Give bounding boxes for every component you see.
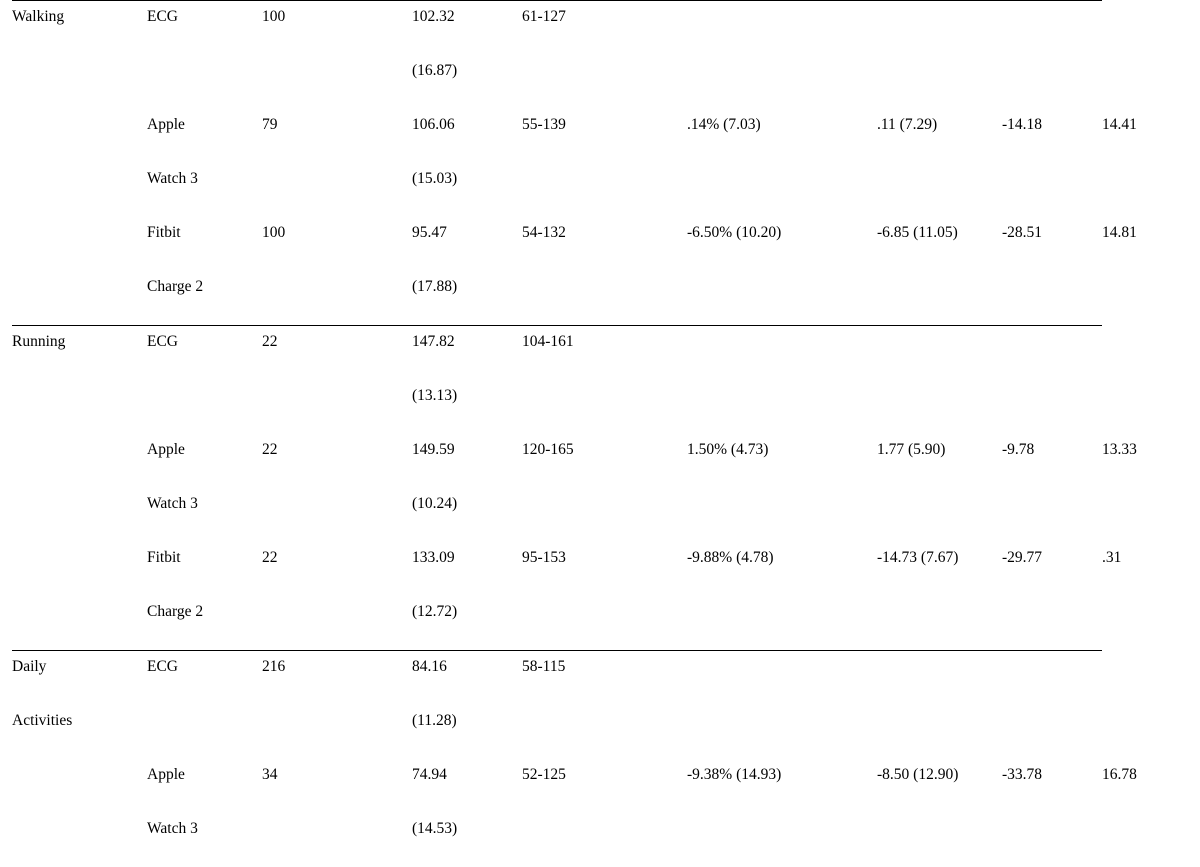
device-name: ECG <box>147 326 262 381</box>
sample-size: 79 <box>262 116 278 133</box>
loa-lower: -14.18 <box>1002 116 1043 133</box>
device-name: Fitbit <box>147 549 181 566</box>
activity-blank <box>12 813 147 867</box>
bias-bpm-cont <box>877 813 1002 867</box>
table-row <box>12 1 1188 56</box>
bias-bpm <box>877 1 1002 56</box>
activity-label-cont: Activities <box>12 712 73 729</box>
bias-bpm: -8.50 (12.90) <box>877 766 959 783</box>
loa-lower <box>1002 326 1102 381</box>
bias-percent <box>687 1 877 56</box>
table-row-continuation <box>12 271 1188 326</box>
device-name: ECG <box>147 651 262 706</box>
bias-bpm: 1.77 (5.90) <box>877 441 946 458</box>
sd-value: (11.28) <box>412 712 457 729</box>
measurement-table <box>12 0 1188 867</box>
table-row <box>12 434 1188 488</box>
bias-bpm: -6.85 (11.05) <box>877 224 958 241</box>
bias-bpm-cont <box>877 271 1002 326</box>
sd-value: (16.87) <box>412 62 458 79</box>
loa-cont <box>1002 488 1102 542</box>
loa-lower <box>1002 651 1102 706</box>
mean-value: 95.47 <box>412 224 447 241</box>
range-cont <box>522 813 687 867</box>
range-value: 54-132 <box>522 224 566 241</box>
device-name-cont: Charge 2 <box>147 278 204 295</box>
bias-bpm: -14.73 (7.67) <box>877 549 959 566</box>
table-row-continuation <box>12 705 1188 759</box>
loa-lower: -33.78 <box>1002 766 1043 783</box>
sample-size-cont <box>262 380 412 434</box>
table-row-continuation <box>12 380 1188 434</box>
sample-size: 216 <box>262 651 412 706</box>
loa-cont <box>1002 55 1102 109</box>
loa-upper: .31 <box>1102 549 1122 566</box>
loa-upper: 13.33 <box>1102 441 1137 458</box>
loa-cont <box>1002 705 1102 759</box>
activity-blank <box>12 163 147 217</box>
bias-bpm <box>877 651 1002 706</box>
loa-upper: 14.41 <box>1102 116 1137 133</box>
loa-lower: -28.51 <box>1002 224 1043 241</box>
sample-size: 22 <box>262 549 278 566</box>
bias-percent-cont <box>687 705 877 759</box>
activity-label-cont <box>12 55 147 109</box>
bias-percent: -9.88% (4.78) <box>687 549 774 566</box>
activity-label: Walking <box>12 1 147 56</box>
device-name-cont <box>147 705 262 759</box>
activity-blank <box>12 488 147 542</box>
device-name-cont: Charge 2 <box>147 603 204 620</box>
device-name-cont <box>147 55 262 109</box>
mean-value: 106.06 <box>412 116 455 133</box>
mean-value: 149.59 <box>412 441 455 458</box>
bias-percent-cont <box>687 271 877 326</box>
bias-bpm-cont <box>877 596 1002 651</box>
bias-percent-cont <box>687 163 877 217</box>
sample-size-cont <box>262 271 412 326</box>
device-name: Apple <box>147 116 185 133</box>
activity-blank <box>12 542 147 596</box>
sample-size-cont <box>262 488 412 542</box>
bias-bpm-cont <box>877 488 1002 542</box>
table-row <box>12 217 1188 271</box>
table-row-continuation <box>12 596 1188 651</box>
activity-blank <box>12 434 147 488</box>
device-name: Fitbit <box>147 224 181 241</box>
activity-blank <box>12 217 147 271</box>
bias-bpm-cont <box>877 380 1002 434</box>
bias-percent: -9.38% (14.93) <box>687 766 782 783</box>
device-name-cont: Watch 3 <box>147 170 198 187</box>
range-cont <box>522 596 687 651</box>
bias-bpm-cont <box>877 705 1002 759</box>
mean-value: 74.94 <box>412 766 447 783</box>
bias-bpm <box>877 326 1002 381</box>
bias-percent: 1.50% (4.73) <box>687 441 769 458</box>
sample-size-cont <box>262 596 412 651</box>
activity-blank <box>12 759 147 813</box>
table-row <box>12 326 1188 381</box>
bias-percent-cont <box>687 813 877 867</box>
sample-size: 34 <box>262 766 278 783</box>
sample-size: 100 <box>262 1 412 56</box>
activity-label-cont <box>12 380 147 434</box>
loa-cont <box>1002 596 1102 651</box>
bias-percent <box>687 326 877 381</box>
sample-size-cont <box>262 55 412 109</box>
sd-value: (13.13) <box>412 387 458 404</box>
mean-value: 84.16 <box>412 651 522 706</box>
table-row <box>12 651 1188 706</box>
bias-bpm: .11 (7.29) <box>877 116 938 133</box>
loa-lower: -29.77 <box>1002 549 1043 566</box>
range-cont <box>522 380 687 434</box>
range-cont <box>522 488 687 542</box>
mean-value: 147.82 <box>412 326 522 381</box>
loa-upper: 14.81 <box>1102 224 1137 241</box>
range-value: 104-161 <box>522 326 687 381</box>
activity-label: Running <box>12 326 147 381</box>
sample-size: 22 <box>262 326 412 381</box>
loa-lower <box>1002 1 1102 56</box>
sample-size-cont <box>262 813 412 867</box>
bias-percent-cont <box>687 380 877 434</box>
mean-value: 133.09 <box>412 549 455 566</box>
bias-percent: .14% (7.03) <box>687 116 761 133</box>
table-row-continuation <box>12 163 1188 217</box>
loa-upper: 16.78 <box>1102 766 1137 783</box>
bias-percent-cont <box>687 596 877 651</box>
bias-percent-cont <box>687 55 877 109</box>
range-value: 52-125 <box>522 766 566 783</box>
loa-cont <box>1002 813 1102 867</box>
bias-percent-cont <box>687 488 877 542</box>
range-cont <box>522 271 687 326</box>
sd-value: (15.03) <box>412 170 458 187</box>
sd-value: (14.53) <box>412 820 458 837</box>
table-row-continuation <box>12 488 1188 542</box>
loa-cont <box>1002 380 1102 434</box>
sample-size-cont <box>262 163 412 217</box>
sd-value: (17.88) <box>412 278 458 295</box>
table-row <box>12 109 1188 163</box>
table-row <box>12 759 1188 813</box>
range-value: 95-153 <box>522 549 566 566</box>
table-row-continuation <box>12 813 1188 867</box>
range-value: 58-115 <box>522 651 687 706</box>
activity-blank <box>12 596 147 651</box>
range-value: 55-139 <box>522 116 566 133</box>
activity-label: Daily <box>12 651 147 706</box>
device-name-cont: Watch 3 <box>147 495 198 512</box>
loa-lower: -9.78 <box>1002 441 1035 458</box>
device-name: Apple <box>147 441 185 458</box>
sample-size: 100 <box>262 224 286 241</box>
bias-bpm-cont <box>877 163 1002 217</box>
device-name-cont <box>147 380 262 434</box>
sd-value: (10.24) <box>412 495 458 512</box>
table-row-continuation <box>12 55 1188 109</box>
range-value: 120-165 <box>522 441 574 458</box>
table-row <box>12 542 1188 596</box>
sample-size-cont <box>262 705 412 759</box>
activity-blank <box>12 109 147 163</box>
bias-percent: -6.50% (10.20) <box>687 224 782 241</box>
bias-percent <box>687 651 877 706</box>
sd-value: (12.72) <box>412 603 458 620</box>
device-name-cont: Watch 3 <box>147 820 198 837</box>
range-cont <box>522 55 687 109</box>
device-name: Apple <box>147 766 185 783</box>
device-name: ECG <box>147 1 262 56</box>
activity-blank <box>12 271 147 326</box>
range-value: 61-127 <box>522 1 687 56</box>
bias-bpm-cont <box>877 55 1002 109</box>
mean-value: 102.32 <box>412 1 522 56</box>
loa-cont <box>1002 271 1102 326</box>
loa-cont <box>1002 163 1102 217</box>
range-cont <box>522 705 687 759</box>
sample-size: 22 <box>262 441 278 458</box>
range-cont <box>522 163 687 217</box>
